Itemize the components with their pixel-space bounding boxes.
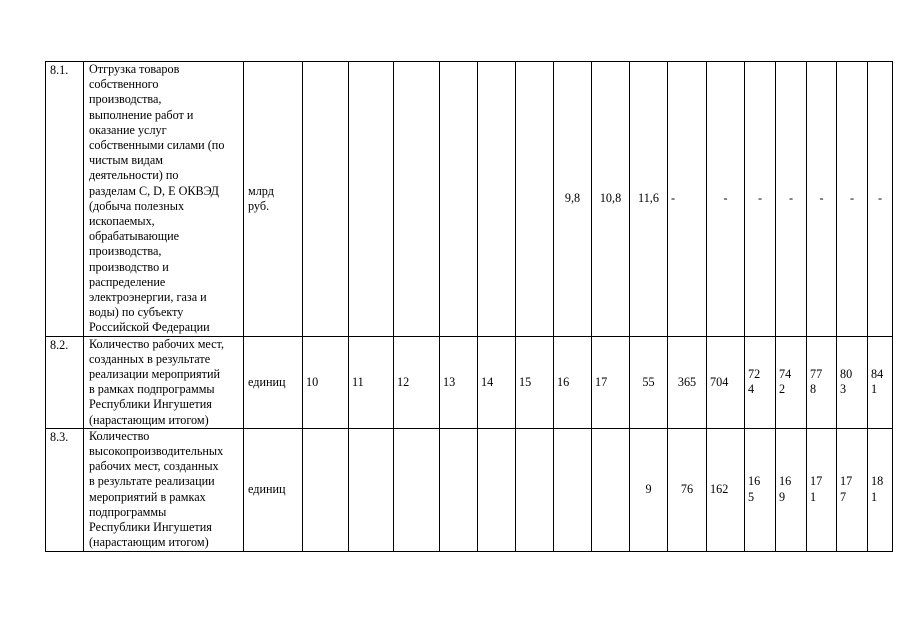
value-cell: 15 xyxy=(516,336,554,428)
value-cell: 16 5 xyxy=(745,428,776,551)
value-cell: 84 1 xyxy=(868,336,893,428)
value-cell xyxy=(394,428,440,551)
value-cell: 74 2 xyxy=(776,336,807,428)
value-cell: 18 1 xyxy=(868,428,893,551)
row-number: 8.1. xyxy=(46,62,84,337)
value-cell xyxy=(303,428,349,551)
value-cell: 704 xyxy=(707,336,745,428)
value-cell: - xyxy=(707,62,745,337)
value-cell: - xyxy=(807,62,837,337)
value-cell xyxy=(349,428,394,551)
value-cell: 365 xyxy=(668,336,707,428)
value-cell: 80 3 xyxy=(837,336,868,428)
value-cell: 17 xyxy=(592,336,630,428)
value-cell: 9 xyxy=(630,428,668,551)
value-cell xyxy=(592,428,630,551)
value-cell: 77 8 xyxy=(807,336,837,428)
table-row xyxy=(46,428,893,551)
row-description: Отгрузка товаров собственного производства, выполнение работ и оказание услуг собственными силами (по чистым видам деятельности) по разделам C, D, E ОКВЭД (добыча полезных ископаемых, обрабатывающие производства, производство и распределение электроэнергии, газа и воды) по субъекту Российской Федерации xyxy=(84,62,244,337)
value-cell xyxy=(478,62,516,337)
value-cell: 16 9 xyxy=(776,428,807,551)
value-cell: 13 xyxy=(440,336,478,428)
value-cell: 17 7 xyxy=(837,428,868,551)
value-cell xyxy=(394,62,440,337)
value-cell xyxy=(440,428,478,551)
value-cell: 55 xyxy=(630,336,668,428)
row-unit: единиц xyxy=(244,428,303,551)
value-cell: 14 xyxy=(478,336,516,428)
value-cell: 76 xyxy=(668,428,707,551)
value-cell: 72 4 xyxy=(745,336,776,428)
value-cell: 16 xyxy=(554,336,592,428)
value-cell: - xyxy=(745,62,776,337)
table-row xyxy=(46,62,893,337)
row-number: 8.3. xyxy=(46,428,84,551)
row-number: 8.2. xyxy=(46,336,84,428)
value-cell: 12 xyxy=(394,336,440,428)
value-cell: 162 xyxy=(707,428,745,551)
value-cell: 11,6 xyxy=(630,62,668,337)
row-description: Количество рабочих мест, созданных в результате реализации мероприятий в рамках подпрограммы Республики Ингушетия (нарастающим итогом) xyxy=(84,336,244,428)
value-cell: - xyxy=(668,62,707,337)
value-cell: 9,8 xyxy=(554,62,592,337)
value-cell xyxy=(478,428,516,551)
value-cell xyxy=(440,62,478,337)
value-cell xyxy=(516,428,554,551)
value-cell xyxy=(349,62,394,337)
row-unit: млрд руб. xyxy=(244,62,303,337)
value-cell: - xyxy=(837,62,868,337)
value-cell: 17 1 xyxy=(807,428,837,551)
value-cell xyxy=(516,62,554,337)
value-cell xyxy=(303,62,349,337)
value-cell: - xyxy=(868,62,893,337)
value-cell: 10,8 xyxy=(592,62,630,337)
indicators-table xyxy=(45,61,893,552)
value-cell xyxy=(554,428,592,551)
value-cell: 11 xyxy=(349,336,394,428)
value-cell: - xyxy=(776,62,807,337)
row-description: Количество высокопроизводительных рабочих мест, созданных в результате реализации мероприятий в рамках подпрограммы Республики Ингушетия (нарастающим итогом) xyxy=(84,428,244,551)
row-unit: единиц xyxy=(244,336,303,428)
table-row xyxy=(46,336,893,428)
value-cell: 10 xyxy=(303,336,349,428)
